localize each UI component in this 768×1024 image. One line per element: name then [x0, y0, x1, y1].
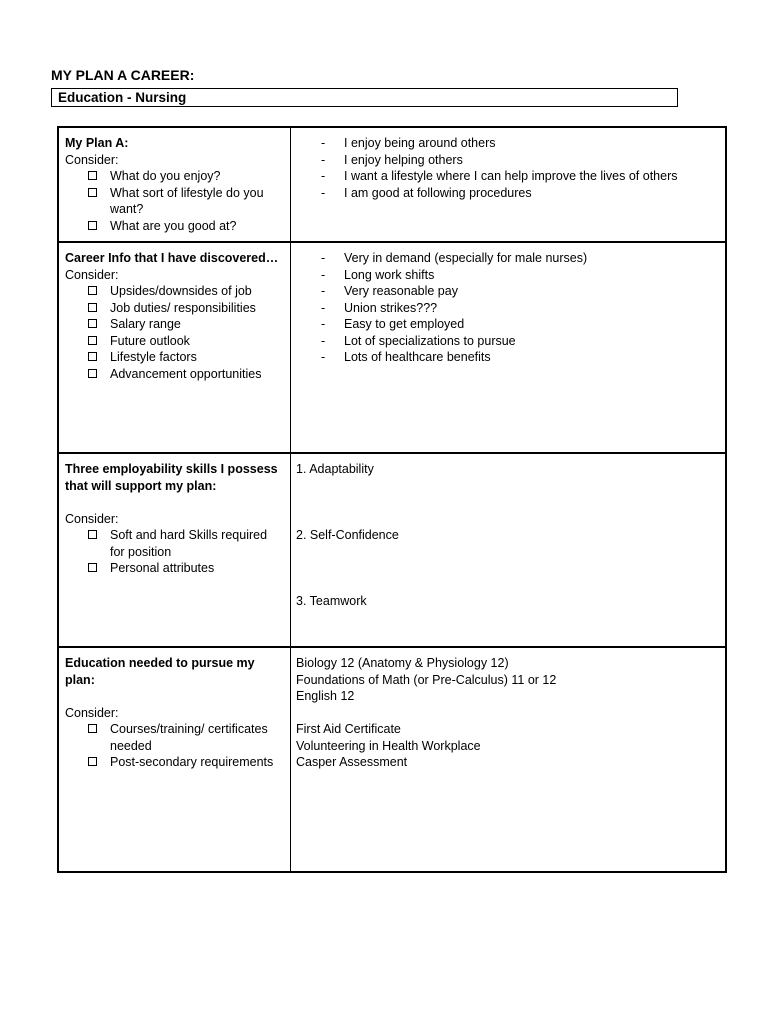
skill-2: 2. Self-Confidence: [296, 527, 399, 542]
checkbox-icon: [88, 319, 97, 328]
checklist-item: [87, 349, 284, 366]
answer-text: Lots of healthcare benefits: [344, 350, 491, 364]
course-item: Foundations of Math (or Pre-Calculus) 11 or 12: [296, 672, 557, 687]
education-answer-cell: [291, 648, 725, 871]
checklist-item-text: Courses/training/ certificates needed: [110, 722, 268, 753]
checklist-item: [87, 527, 284, 560]
checklist-item-text: Soft and hard Skills required for position: [110, 528, 268, 559]
answer-item: [321, 185, 719, 202]
checklist-item-text: What are you good at?: [110, 218, 237, 233]
plan-a-answer-cell: [291, 128, 725, 241]
checkbox-icon: [88, 221, 97, 230]
dash-bullet: -: [321, 333, 326, 348]
answer-item: [321, 316, 719, 333]
checkbox-icon: [88, 563, 97, 572]
answer-item: [321, 300, 719, 317]
checklist-item-text: Lifestyle factors: [110, 350, 197, 364]
row-plan-a: [59, 128, 725, 241]
course-item: Biology 12 (Anatomy & Physiology 12): [296, 656, 509, 670]
answer-item: [321, 135, 719, 152]
answer-text: I enjoy being around others: [344, 136, 496, 150]
answer-text: Long work shifts: [344, 267, 435, 282]
checklist-item-text: What sort of lifestyle do you want?: [110, 185, 264, 216]
dash-bullet: -: [321, 251, 326, 265]
dash-bullet: -: [321, 300, 326, 315]
plan-table: [57, 126, 727, 873]
answer-item: [321, 349, 719, 366]
dash-bullet: -: [321, 185, 326, 200]
checklist-item: [87, 560, 284, 577]
dash-bullet: -: [321, 267, 326, 282]
career-info-heading: Career Info that I have discovered…: [65, 251, 279, 265]
page-title: MY PLAN A CAREER:: [51, 67, 195, 83]
answer-item: [321, 333, 719, 350]
checkbox-icon: [88, 757, 97, 766]
requirement-item: First Aid Certificate: [296, 722, 401, 736]
answer-text: Union strikes???: [344, 300, 438, 315]
answer-list: [296, 250, 719, 366]
checklist-item-text: Personal attributes: [110, 561, 215, 575]
answer-text: Lot of specializations to pursue: [344, 333, 516, 348]
consider-checklist: [65, 721, 284, 771]
row-career-info: [59, 241, 725, 452]
dash-bullet: -: [321, 169, 326, 183]
consider-label: Consider:: [65, 267, 119, 282]
checklist-item-text: Post-secondary requirements: [110, 755, 274, 769]
checklist-item-text: Future outlook: [110, 333, 190, 348]
education-heading: Education needed to pursue my plan:: [65, 656, 255, 687]
row-education-needed: [59, 646, 725, 871]
checkbox-icon: [88, 352, 97, 361]
answer-text: Easy to get employed: [344, 317, 465, 331]
answer-item: [321, 250, 719, 267]
checkbox-icon: [88, 188, 97, 197]
checklist-item: [87, 366, 284, 383]
checkbox-icon: [88, 286, 97, 295]
answer-text: I enjoy helping others: [344, 152, 463, 167]
requirement-item: Casper Assessment: [296, 755, 408, 769]
skills-heading: Three employability skills I possess that will support my plan:: [65, 462, 278, 493]
dash-bullet: -: [321, 152, 326, 167]
career-subject-box: Education - Nursing: [51, 88, 678, 107]
answer-item: [321, 168, 719, 185]
requirement-item: Volunteering in Health Workplace: [296, 738, 481, 753]
course-item: English 12: [296, 689, 355, 703]
checklist-item: [87, 300, 284, 317]
skill-1: 1. Adaptability: [296, 462, 374, 476]
consider-checklist: [65, 283, 284, 382]
answer-list: [296, 135, 719, 201]
checklist-item-text: Upsides/downsides of job: [110, 284, 252, 298]
skills-answer-cell: [291, 454, 725, 646]
skills-prompt-cell: [59, 454, 291, 646]
dash-bullet: -: [321, 136, 326, 150]
consider-checklist: [65, 527, 284, 577]
checklist-item: [87, 168, 284, 185]
answer-text: Very in demand (especially for male nurses): [344, 251, 588, 265]
checklist-item: [87, 721, 284, 754]
checklist-item-text: Salary range: [110, 317, 181, 331]
checklist-item: [87, 333, 284, 350]
checklist-item-text: Job duties/ responsibilities: [110, 300, 256, 315]
consider-checklist: [65, 168, 284, 234]
answer-item: [321, 267, 719, 284]
career-info-answer-cell: [291, 243, 725, 452]
checkbox-icon: [88, 303, 97, 312]
answer-item: [321, 152, 719, 169]
career-info-prompt-cell: [59, 243, 291, 452]
skill-3: 3. Teamwork: [296, 594, 367, 608]
checklist-item: [87, 316, 284, 333]
consider-label: Consider:: [65, 511, 119, 526]
checkbox-icon: [88, 336, 97, 345]
education-prompt-cell: [59, 648, 291, 871]
checklist-item-text: Advancement opportunities: [110, 366, 262, 381]
checkbox-icon: [88, 724, 97, 733]
answer-text: I am good at following procedures: [344, 185, 532, 200]
answer-item: [321, 283, 719, 300]
checklist-item: [87, 283, 284, 300]
checklist-item: [87, 754, 284, 771]
checklist-item-text: What do you enjoy?: [110, 169, 221, 183]
consider-label: Consider:: [65, 705, 119, 720]
checkbox-icon: [88, 369, 97, 378]
checklist-item: [87, 218, 284, 235]
plan-a-heading: My Plan A:: [65, 136, 129, 150]
checkbox-icon: [88, 171, 97, 180]
consider-label: Consider:: [65, 152, 119, 167]
dash-bullet: -: [321, 317, 326, 331]
answer-text: Very reasonable pay: [344, 284, 458, 298]
checkbox-icon: [88, 530, 97, 539]
dash-bullet: -: [321, 350, 326, 364]
answer-text: I want a lifestyle where I can help improve the lives of others: [344, 169, 678, 183]
row-employability-skills: [59, 452, 725, 646]
checklist-item: [87, 185, 284, 218]
plan-a-prompt-cell: [59, 128, 291, 241]
dash-bullet: -: [321, 284, 326, 298]
